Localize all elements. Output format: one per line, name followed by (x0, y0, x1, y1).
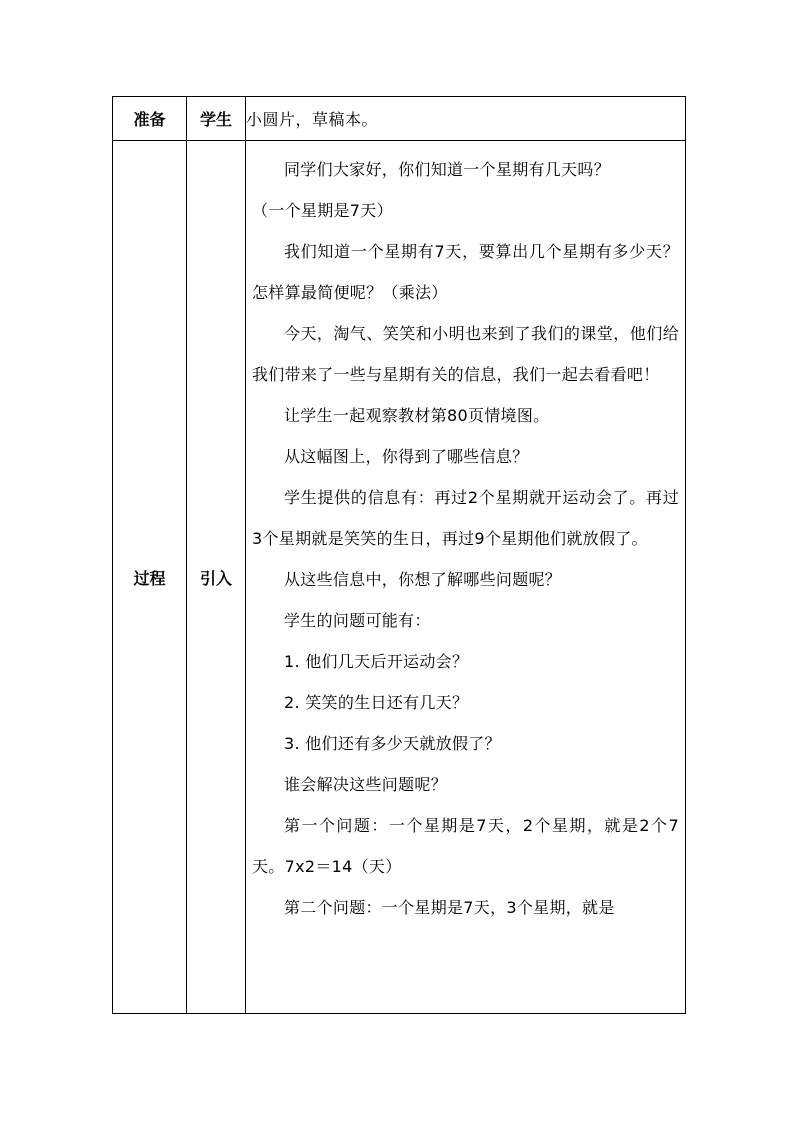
paragraph-first-question: 第一个问题：一个星期是7天，2个星期，就是2个7天。7x2＝14（天） (252, 816, 679, 876)
paragraph-information-question: 从这幅图上，你得到了哪些信息？ (284, 447, 529, 466)
section-label-process: 过程 (133, 568, 166, 588)
paragraph-greeting: 同学们大家好，你们知道一个星期有几天吗？ (284, 160, 611, 179)
list-item-question-1: 1. 他们几天后开运动会？ (284, 652, 469, 671)
paragraph-second-question: 第二个问题：一个星期是7天，3个星期，就是 (284, 898, 615, 917)
paragraph-today: 今天，淘气、笑笑和小明也来到了我们的课堂，他们给我们带来了一些与星期有关的信息，我们一起去看看吧！ (252, 324, 679, 384)
table-row-process (113, 141, 686, 1014)
section-cell-process (113, 141, 187, 1014)
process-content (246, 141, 685, 1013)
list-item-question-3: 3. 他们还有多少天就放假了？ (284, 734, 501, 753)
preparation-materials: 小圆片，草稿本。 (246, 97, 686, 141)
paragraph-questions-prompt: 从这些信息中，你想了解哪些问题呢？ (284, 570, 562, 589)
subject-cell-introduction (187, 141, 246, 1014)
list-item-question-2: 2. 笑笑的生日还有几天？ (284, 693, 469, 712)
paragraph-observe-textbook: 让学生一起观察教材第80页情境图。 (284, 406, 550, 425)
paragraph-who-can-solve: 谁会解决这些问题呢？ (284, 775, 448, 794)
paragraph-answer-seven-days: （一个星期是7天） (252, 201, 393, 220)
paragraph-multiplication: 我们知道一个星期有7天，要算出几个星期有多少天？怎样算最简便呢？（乘法） (252, 242, 679, 302)
lesson-plan-table (112, 96, 686, 1014)
subject-label-introduction: 引入 (199, 568, 232, 588)
paragraph-possible-questions: 学生的问题可能有： (284, 611, 431, 630)
process-content-cell (246, 141, 686, 1014)
table-row-preparation (113, 97, 686, 141)
section-label-preparation: 准备 (113, 97, 187, 141)
subject-label-students: 学生 (187, 97, 246, 141)
paragraph-student-information: 学生提供的信息有：再过2个星期就开运动会了。再过3个星期就是笑笑的生日，再过9个星期他们就放假了。 (252, 488, 679, 548)
